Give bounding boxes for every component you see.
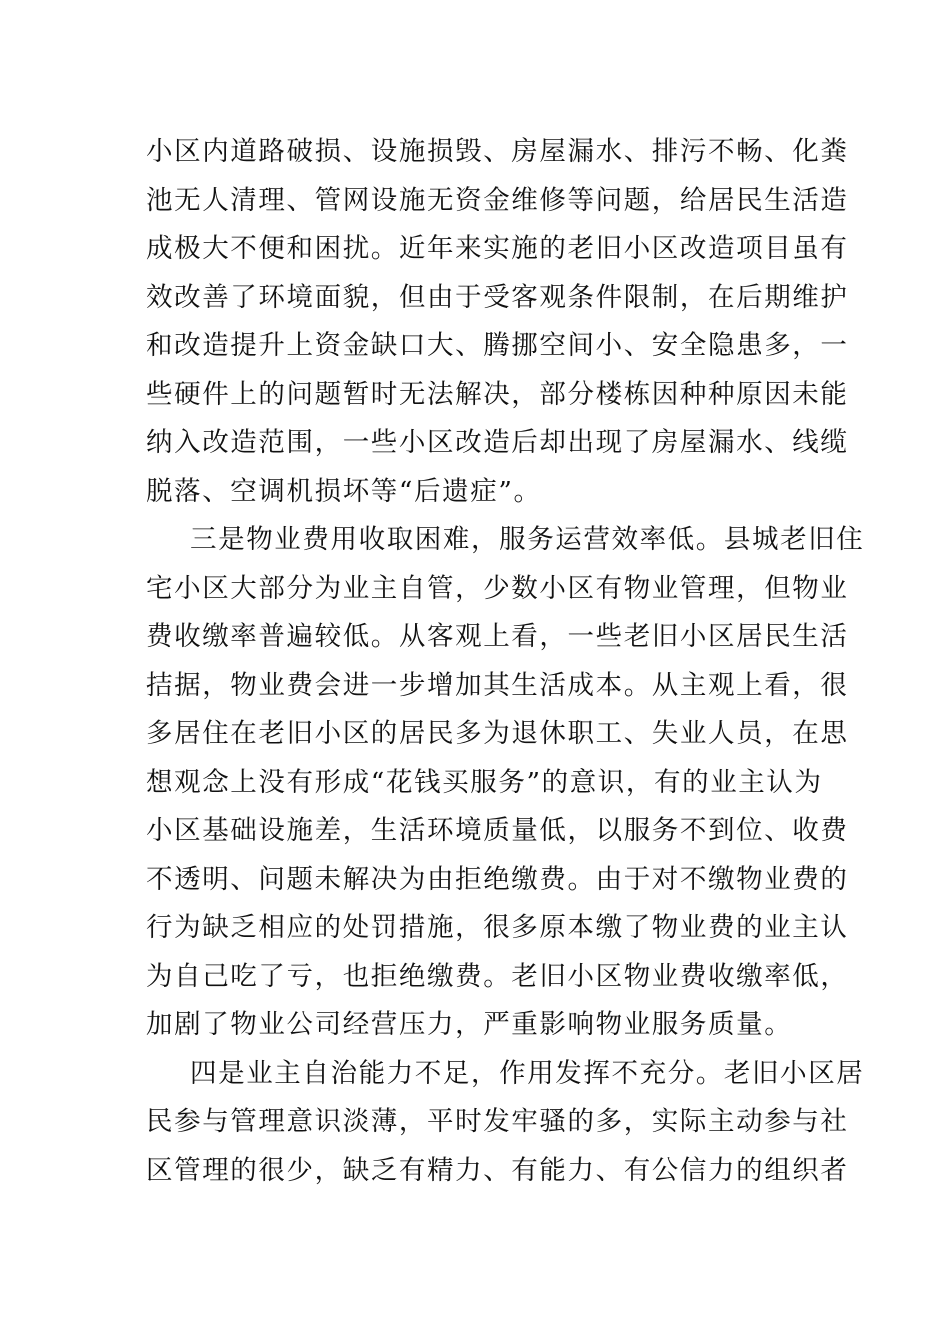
text-line: 民参与管理意识淡薄，平时发牢骚的多，实际主动参与社: [146, 1106, 849, 1137]
text-line: 小区内道路破损、设施损毁、房屋漏水、排污不畅、化粪: [146, 136, 849, 167]
text-line: 为自己吃了亏，也拒绝缴费。老旧小区物业费收缴率低，: [146, 960, 849, 992]
text-line: 纳入改造范围，一些小区改造后却出现了房屋漏水、线缆: [146, 427, 849, 458]
text-line: 多居住在老旧小区的居民多为退休职工、失业人员，在思: [146, 718, 849, 749]
text-line: 费收缴率普遍较低。从客观上看，一些老旧小区居民生活: [146, 621, 849, 652]
text-line: 些硬件上的问题暂时无法解决，部分楼栋因种种原因未能: [146, 378, 849, 410]
text-line: 和改造提升上资金缺口大、腾挪空间小、安全隐患多，一: [146, 330, 849, 361]
text-line: 效改善了环境面貌，但由于受客观条件限制，在后期维护: [146, 281, 849, 313]
paragraph-start-line: 四是业主自治能力不足，作用发挥不充分。老旧小区居: [190, 1057, 865, 1089]
text-line: 宅小区大部分为业主自管，少数小区有物业管理，但物业: [146, 572, 849, 604]
text-line: 小区基础设施差，生活环境质量低，以服务不到位、收费: [146, 815, 849, 846]
text-line: 脱落、空调机损坏等“后遗症”。: [146, 475, 542, 507]
text-line: 加剧了物业公司经营压力，严重影响物业服务质量。: [146, 1009, 793, 1040]
paragraph-start-line: 三是物业费用收取困难，服务运营效率低。县城老旧住: [190, 524, 865, 555]
text-line: 想观念上没有形成“花钱买服务”的意识，有的业主认为: [146, 766, 823, 798]
text-line: 拮据，物业费会进一步增加其生活成本。从主观上看，很: [146, 669, 849, 701]
body-text: [146, 128, 865, 1195]
text-line: 池无人清理、管网设施无资金维修等问题，给居民生活造: [146, 184, 849, 216]
text-line: 成极大不便和困扰。近年来实施的老旧小区改造项目虽有: [146, 233, 849, 264]
text-line: 区管理的很少，缺乏有精力、有能力、有公信力的组织者: [146, 1154, 849, 1186]
text-line: 不透明、问题未解决为由拒绝缴费。由于对不缴物业费的: [146, 863, 849, 895]
text-line: 行为缺乏相应的处罚措施，很多原本缴了物业费的业主认: [146, 912, 849, 943]
